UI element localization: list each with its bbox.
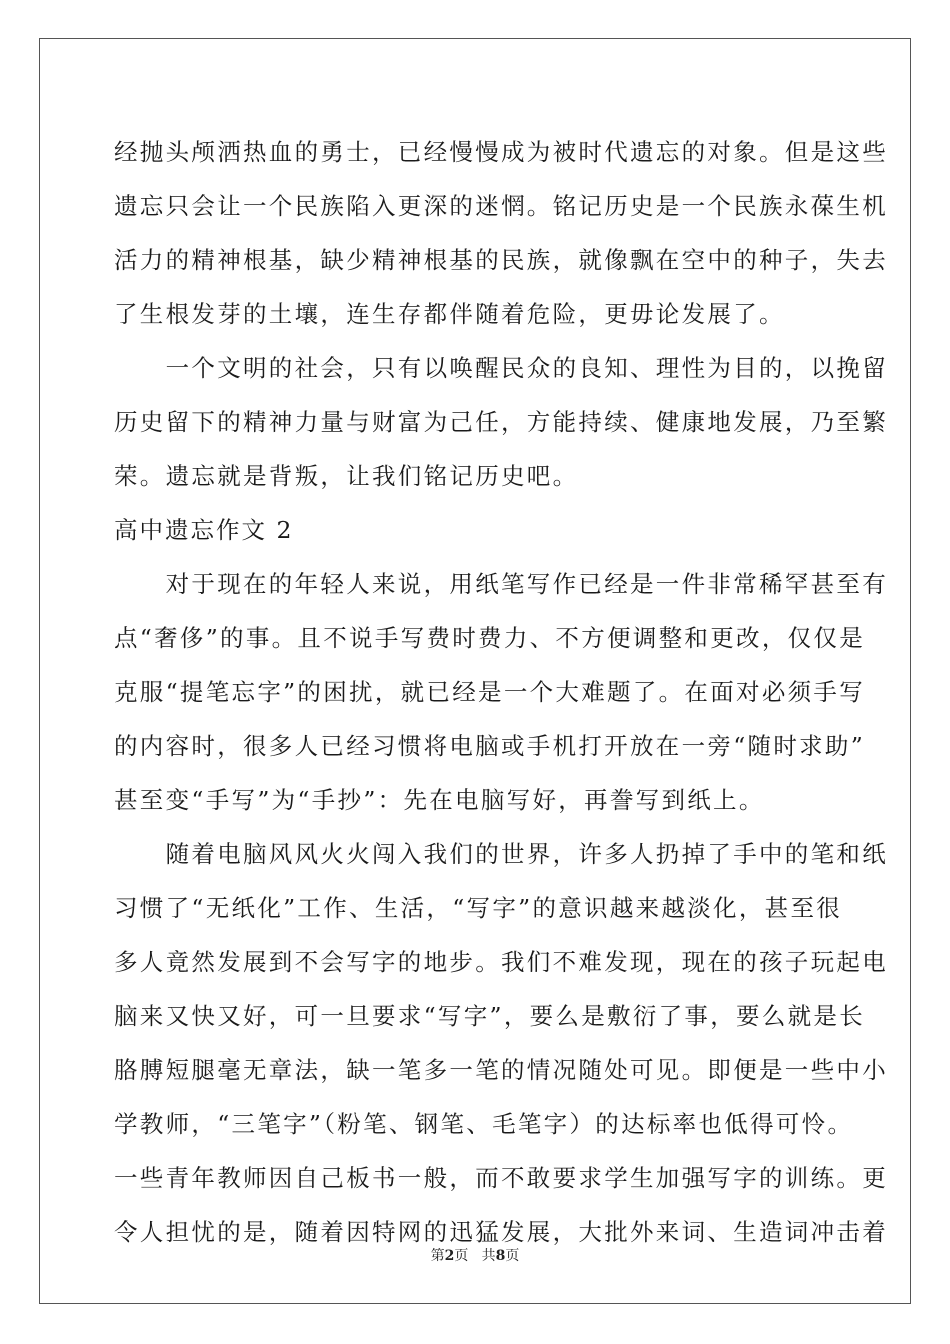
text-line: 甚至变“手写”为“手抄”：先在电脑写好，再誊写到纸上。 bbox=[114, 786, 765, 814]
text-line: 的内容时，很多人已经习惯将电脑或手机打开放在一旁“随时求助” bbox=[114, 732, 866, 760]
page-unit: 页 bbox=[454, 1248, 469, 1264]
page-current: 2 bbox=[444, 1248, 455, 1264]
text-line: 随着电脑风风火火闯入我们的世界，许多人扔掉了手中的笔和纸 bbox=[114, 840, 888, 868]
document-body bbox=[114, 125, 888, 1259]
text-line: 历史留下的精神力量与财富为己任，方能持续、健康地发展，乃至繁 bbox=[114, 408, 888, 436]
section-heading: 高中遗忘作文 2 bbox=[114, 516, 294, 544]
text-line: 胳膊短腿毫无章法，缺一笔多一笔的情况随处可见。即便是一些中小 bbox=[114, 1056, 888, 1084]
page-prefix: 第 bbox=[430, 1248, 445, 1264]
total-prefix: 共 bbox=[481, 1248, 496, 1264]
text-line: 活力的精神根基，缺少精神根基的民族，就像飘在空中的种子，失去 bbox=[114, 246, 888, 274]
text-line: 令人担忧的是，随着因特网的迅猛发展，大批外来词、生造词冲击着 bbox=[114, 1218, 888, 1246]
text-line: 一个文明的社会，只有以唤醒民众的良知、理性为目的，以挽留 bbox=[114, 354, 888, 382]
text-line: 脑来又快又好，可一旦要求“写字”，要么是敷衍了事，要么就是长 bbox=[114, 1002, 866, 1030]
text-line: 荣。遗忘就是背叛，让我们铭记历史吧。 bbox=[114, 462, 579, 490]
text-line: 对于现在的年轻人来说，用纸笔写作已经是一件非常稀罕甚至有 bbox=[114, 570, 888, 598]
text-line: 点“奢侈”的事。且不说手写费时费力、不方便调整和更改，仅仅是 bbox=[114, 624, 866, 652]
text-line: 了生根发芽的土壤，连生存都伴随着危险，更毋论发展了。 bbox=[114, 300, 785, 328]
text-line: 习惯了“无纸化”工作、生活，“写字”的意识越来越淡化，甚至很 bbox=[114, 894, 843, 922]
total-unit: 页 bbox=[505, 1248, 520, 1264]
text-line: 多人竟然发展到不会写字的地步。我们不难发现，现在的孩子玩起电 bbox=[114, 948, 888, 976]
text-line: 学教师，“三笔字”（粉笔、钢笔、毛笔字）的达标率也低得可怜。 bbox=[114, 1110, 854, 1138]
text-line: 遗忘只会让一个民族陷入更深的迷惘。铭记历史是一个民族永葆生机 bbox=[114, 192, 888, 220]
text-line: 一些青年教师因自己板书一般，而不敢要求学生加强写字的训练。更 bbox=[114, 1164, 888, 1192]
text-line: 经抛头颅洒热血的勇士，已经慢慢成为被时代遗忘的对象。但是这些 bbox=[114, 138, 888, 166]
page-footer bbox=[0, 1245, 950, 1265]
text-line: 克服“提笔忘字”的困扰，就已经是一个大难题了。在面对必须手写 bbox=[114, 678, 866, 706]
page-total: 8 bbox=[495, 1248, 506, 1264]
